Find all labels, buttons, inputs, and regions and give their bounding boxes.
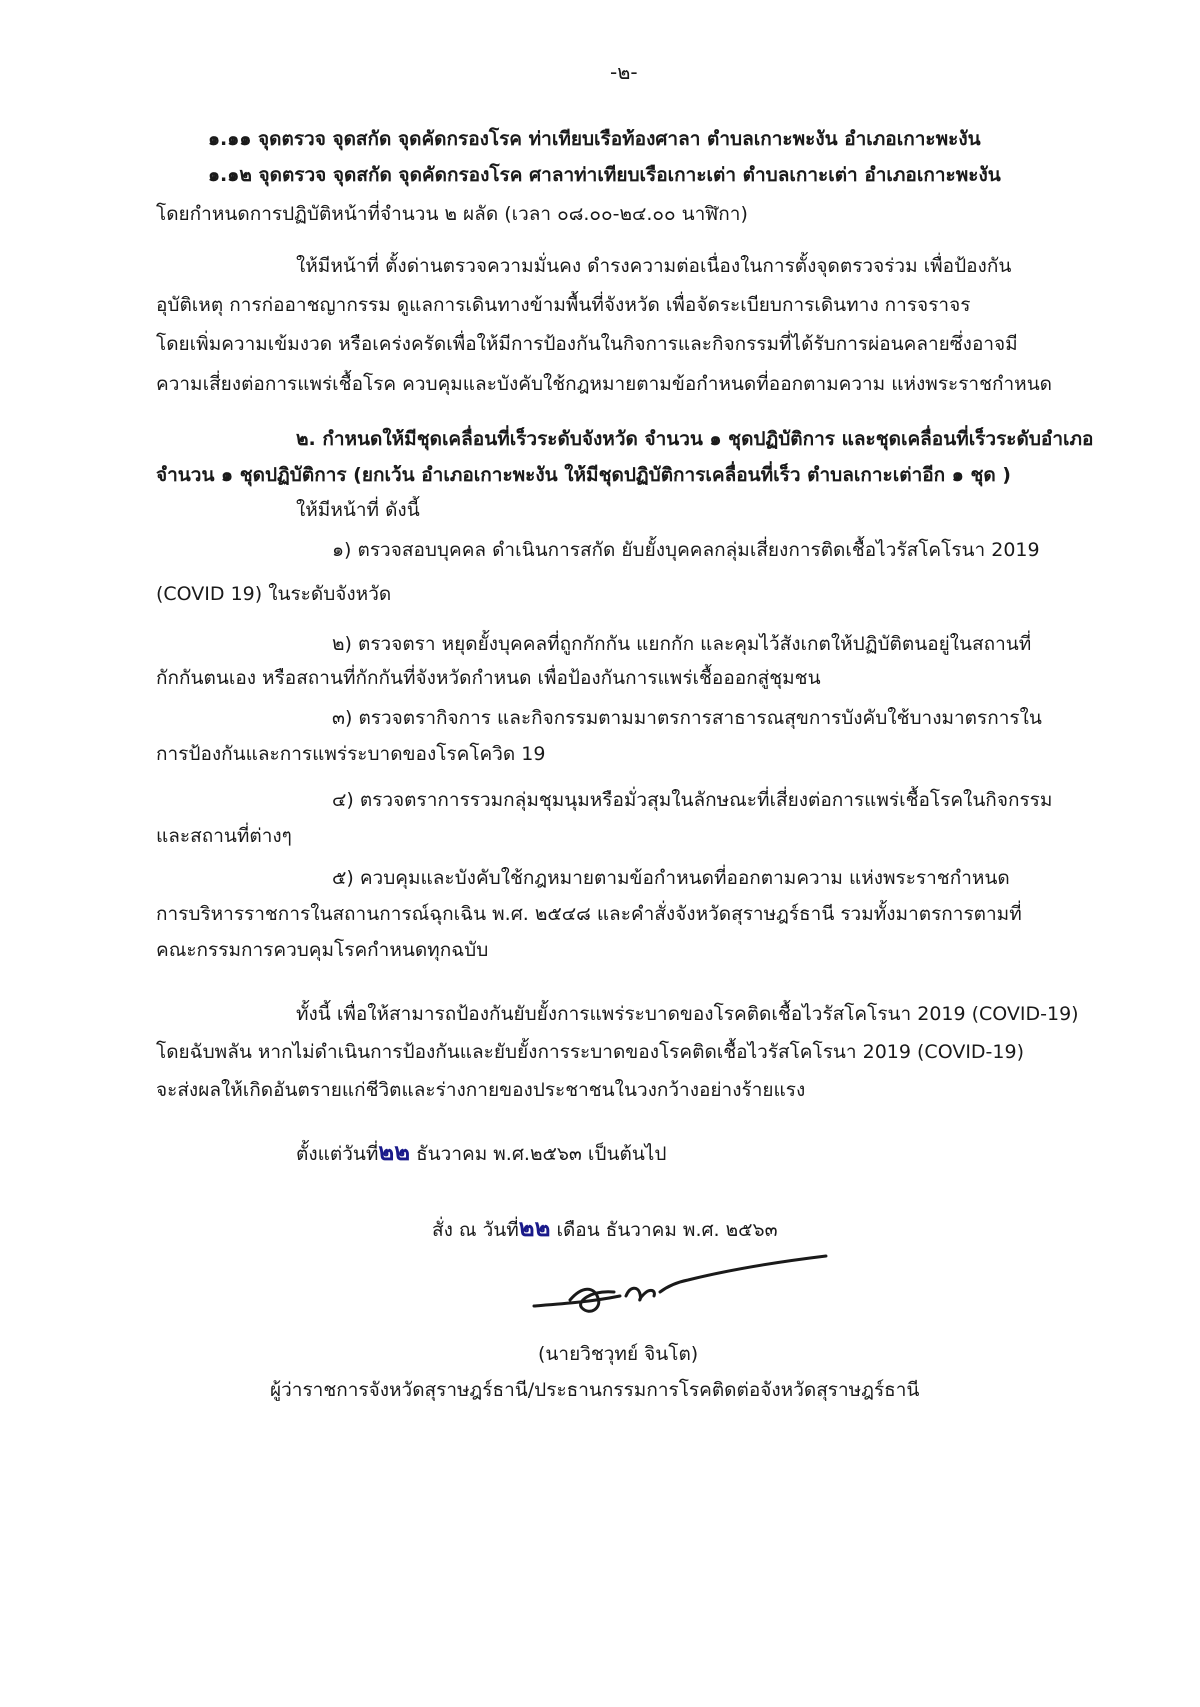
duty-2-line-2: กักกันตนเอง หรือสถานที่กักกันที่จังหวัดกำหนด เพื่อป้องกันการแพร่เชื้อออกสู่ชุมชน (156, 667, 821, 689)
order-date (432, 1214, 778, 1244)
order-date-suffix: เดือน ธันวาคม พ.ศ. ๒๕๖๓ (556, 1219, 778, 1241)
duty-3-line-1: ๓) ตรวจตรากิจการ และกิจกรรมตามมาตรการสาธารณสุขการบังคับใช้บางมาตรการใน (332, 707, 1042, 729)
duty-4-line-2: และสถานที่ต่างๆ (156, 825, 292, 847)
signer-title: ผู้ว่าราชการจังหวัดสุราษฎร์ธานี/ประธานกรรมการโรคติดต่อจังหวัดสุราษฎร์ธานี (270, 1379, 920, 1401)
duty-paragraph-line-2: อุบัติเหตุ การก่ออาชญากรรม ดูแลการเดินทางข้ามพื้นที่จังหวัด เพื่อจัดระเบียบการเดินทาง การจราจร (156, 294, 971, 316)
effective-date-day: ๒๒ (378, 1137, 411, 1166)
section-2-line-1: ๒. กำหนดให้มีชุดเคลื่อนที่เร็วระดับจังหวัด จำนวน ๑ ชุดปฏิบัติการ และชุดเคลื่อนที่เร็วระดับอำเภอ (296, 428, 1094, 450)
page-number: -๒- (610, 60, 638, 84)
section-2-line-2: จำนวน ๑ ชุดปฏิบัติการ (ยกเว้น อำเภอเกาะพะงัน ให้มีชุดปฏิบัติการเคลื่อนที่เร็ว ตำบลเกาะเต่าอีก ๑ ชุด ) (156, 464, 1011, 486)
signature-icon (530, 1246, 830, 1326)
duty-4-line-1: ๔) ตรวจตราการรวมกลุ่มชุมนุมหรือมั่วสุมในลักษณะที่เสี่ยงต่อการแพร่เชื้อโรคในกิจกรรม (332, 789, 1053, 811)
duties-intro: ให้มีหน้าที่ ดังนี้ (296, 499, 420, 521)
duty-1-line-1: ๑) ตรวจสอบบุคคล ดำเนินการสกัด ยับยั้งบุคคลกลุ่มเสี่ยงการติดเชื้อไวรัสโคโรนา 2019 (332, 539, 1040, 561)
duty-5-line-2: การบริหารราชการในสถานการณ์ฉุกเฉิน พ.ศ. ๒๕๔๘ และคำสั่งจังหวัดสุราษฎร์ธานี รวมทั้งมาตรการตามที่ (156, 903, 1022, 925)
duty-paragraph-line-3: โดยเพิ่มความเข้มงวด หรือเคร่งครัดเพื่อให้มีการป้องกันในกิจการและกิจกรรมที่ได้รับการผ่อนคลายซึ่งอาจมี (156, 333, 1018, 355)
duty-3-line-2: การป้องกันและการแพร่ระบาดของโรคโควิด 19 (156, 743, 546, 765)
duty-5-line-1: ๕) ควบคุมและบังคับใช้กฎหมายตามข้อกำหนดที่ออกตามความ แห่งพระราชกำหนด (332, 867, 1010, 889)
shifts-line: โดยกำหนดการปฏิบัติหน้าที่จำนวน ๒ ผลัด (เวลา ๐๘.๐๐-๒๔.๐๐ นาฬิกา) (156, 203, 748, 225)
duty-2-line-1: ๒) ตรวจตรา หยุดยั้งบุคคลที่ถูกกักกัน แยกกัก และคุมไว้สังเกตให้ปฏิบัติตนอยู่ในสถานที่ (332, 633, 1032, 655)
duty-paragraph-line-1: ให้มีหน้าที่ ตั้งด่านตรวจความมั่นคง ดำรงความต่อเนื่องในการตั้งจุดตรวจร่วม เพื่อป้องกัน (296, 255, 1012, 277)
item-1-11: ๑.๑๑ จุดตรวจ จุดสกัด จุดคัดกรองโรค ท่าเทียบเรือท้องศาลา ตำบลเกาะพะงัน อำเภอเกาะพะงัน (208, 128, 981, 150)
signer-name: (นายวิชวุทย์ จินโต) (538, 1343, 699, 1365)
duty-5-line-3: คณะกรรมการควบคุมโรคกำหนดทุกฉบับ (156, 939, 489, 961)
item-1-12: ๑.๑๒ จุดตรวจ จุดสกัด จุดคัดกรองโรค ศาลาท่าเทียบเรือเกาะเต่า ตำบลเกาะเต่า อำเภอเกาะพะงัน (208, 164, 1001, 186)
closing-line-1: ทั้งนี้ เพื่อให้สามารถป้องกันยับยั้งการแพร่ระบาดของโรคติดเชื้อไวรัสโคโรนา 2019 (COVID-19) (296, 1003, 1079, 1025)
order-date-day: ๒๒ (518, 1213, 551, 1242)
effective-date-suffix: ธันวาคม พ.ศ.๒๕๖๓ เป็นต้นไป (416, 1143, 667, 1165)
effective-date-prefix: ตั้งแต่วันที่ (296, 1143, 379, 1165)
effective-date (296, 1138, 666, 1168)
duty-1-line-2: (COVID 19) ในระดับจังหวัด (156, 583, 392, 605)
closing-line-2: โดยฉับพลัน หากไม่ดำเนินการป้องกันและยับยั้งการระบาดของโรคติดเชื้อไวรัสโคโรนา 2019 (COVID-19) (156, 1041, 1024, 1063)
closing-line-3: จะส่งผลให้เกิดอันตรายแก่ชีวิตและร่างกายของประชาชนในวงกว้างอย่างร้ายแรง (156, 1079, 806, 1101)
order-date-prefix: สั่ง ณ วันที่ (432, 1219, 519, 1241)
duty-paragraph-line-4: ความเสี่ยงต่อการแพร่เชื้อโรค ควบคุมและบังคับใช้กฎหมายตามข้อกำหนดที่ออกตามความ แห่งพระราชกำหนด (156, 373, 1053, 395)
